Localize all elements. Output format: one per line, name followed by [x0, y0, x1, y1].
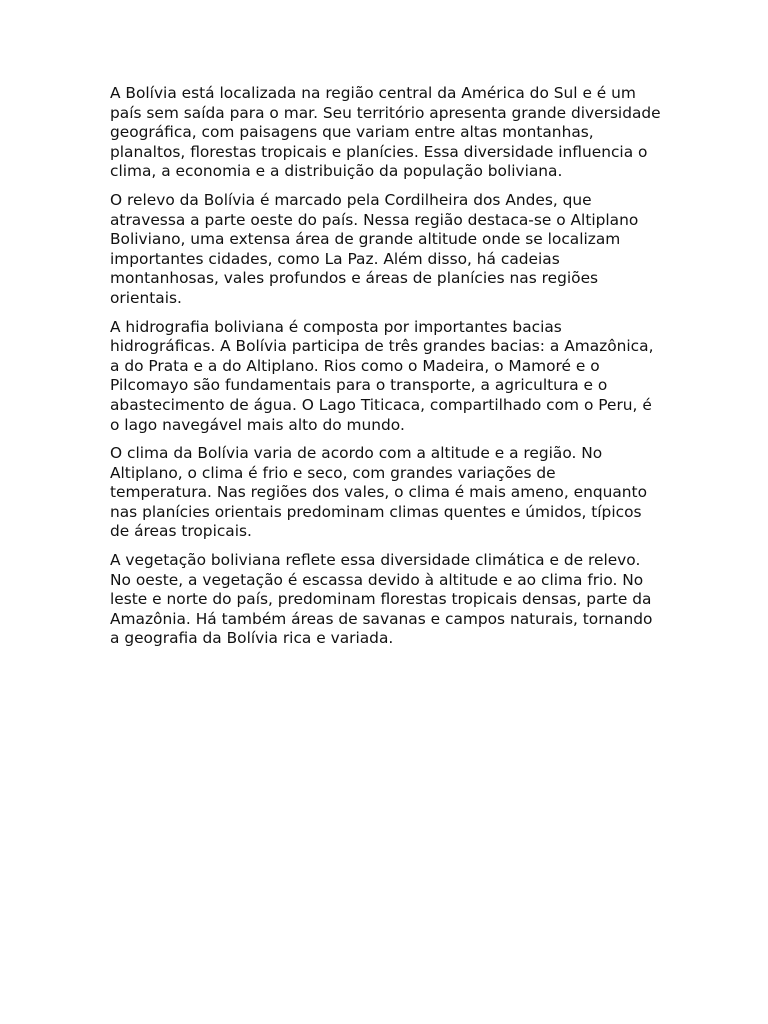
paragraph-location: A Bolívia está localizada na região central da América do Sul e é um país sem saída para o mar. Seu território apresenta grande diversidade geográfica, com paisagens que variam entre altas montanhas, planaltos, florestas tropicais e planícies. Essa diversidade influencia o clima, a economia e a distribuição da população boliviana.: [110, 84, 661, 181]
paragraph-hydrography: A hidrografia boliviana é composta por importantes bacias hidrográficas. A Bolívia participa de três grandes bacias: a Amazônica, a do Prata e a do Altiplano. Rios como o Madeira, o Mamoré e o Pilcomayo são fundamentais para o transporte, a agricultura e o abastecimento de água. O Lago Titicaca, compartilhado com o Peru, é o lago navegável mais alto do mundo.: [110, 317, 654, 434]
paragraph-vegetation: A vegetação boliviana reflete essa diversidade climática e de relevo. No oeste, a vegetação é escassa devido à altitude e ao clima frio. No leste e norte do país, predominam florestas tropicais densas, parte da Amazônia. Há também áreas de savanas e campos naturais, tornando a geografia da Bolívia rica e variada.: [110, 551, 653, 648]
paragraph-relief: O relevo da Bolívia é marcado pela Cordilheira dos Andes, que atravessa a parte oeste do país. Nessa região destaca-se o Altiplano Boliviano, uma extensa área de grande altitude onde se localizam importantes cidades, como La Paz. Além disso, há cadeias montanhosas, vales profundos e áreas de planícies nas regiões orientais.: [110, 190, 639, 307]
paragraph-climate: O clima da Bolívia varia de acordo com a altitude e a região. No Altiplano, o clima é frio e seco, com grandes variações de temperatura. Nas regiões dos vales, o clima é mais ameno, enquanto nas planícies orientais predominam climas quentes e úmidos, típicos de áreas tropicais.: [110, 444, 648, 541]
document-body: [110, 84, 662, 658]
